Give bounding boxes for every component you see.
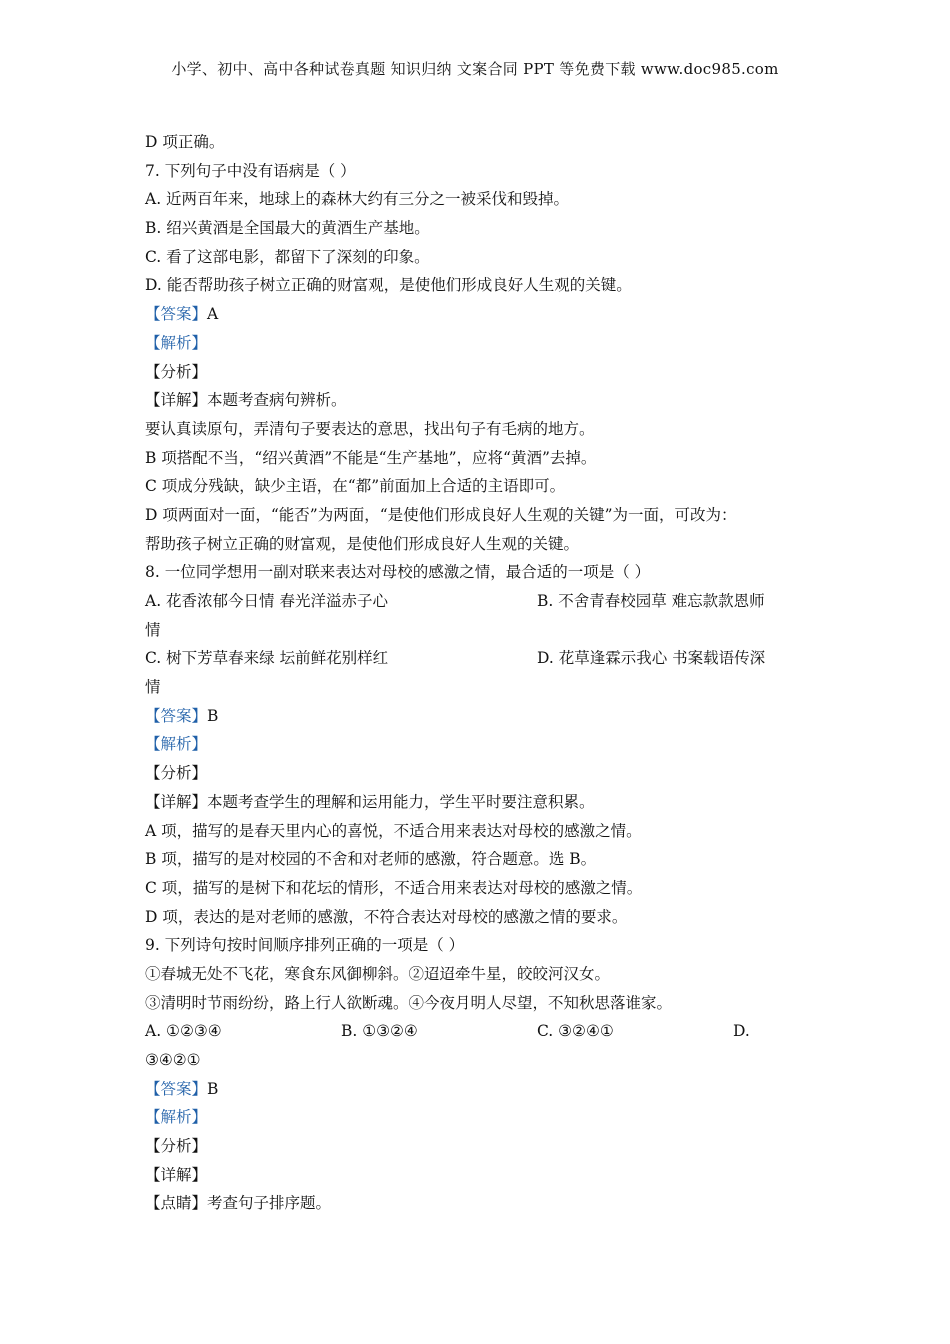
text-line: D 项正确。 <box>145 133 225 151</box>
q9-detail: 【详解】 <box>145 1165 208 1184</box>
q7-option-c: C. 看了这部电影，都留下了深刻的印象。 <box>145 247 430 266</box>
q7-option-a: A. 近两百年来，地球上的森林大约有三分之一被采伐和毁掉。 <box>145 190 570 209</box>
q8-fenxi: 【分析】 <box>145 764 208 783</box>
q8-explain-4: D 项，表达的是对老师的感激，不符合表达对母校的感激之情的要求。 <box>145 907 628 926</box>
q7-detail <box>145 386 810 415</box>
q9-option-d-wrap: ③④②① <box>145 1051 201 1069</box>
q8-option-d: D. 花草逢霖示我心 书案载语传深 <box>537 649 766 668</box>
q9-option-c: C. ③②④① <box>537 1022 614 1041</box>
answer-tag: 【答案】 <box>145 1079 208 1098</box>
question-9: 9. 下列诗句按时间顺序排列正确的一项是（ ） <box>145 936 465 955</box>
q7-explain-4: D 项两面对一面，“能否”为两面，“是使他们形成良好人生观的关键”为一面，可改为： <box>145 505 737 524</box>
q9-analysis-tag: 【解析】 <box>145 1108 208 1127</box>
q9-poem-line-1: ①春城无处不飞花，寒食东风御柳斜。②迢迢牵牛星，皎皎河汉女。 <box>145 964 611 983</box>
q8-analysis-tag: 【解析】 <box>145 735 208 754</box>
q9-option-a: A. ①②③④ <box>145 1022 222 1041</box>
answer-tag: 【答案】 <box>145 305 208 324</box>
q8-option-b-wrap: 情 <box>145 620 161 639</box>
page-header: 小学、初中、高中各种试卷真题 知识归纳 文案合同 PPT 等免费下载 www.doc985.com <box>171 60 779 78</box>
answer-value: A <box>207 305 219 324</box>
q7-option-d: D. 能否帮助孩子树立正确的财富观，是使他们形成良好人生观的关键。 <box>145 276 632 295</box>
q7-explain-3: C 项成分残缺，缺少主语，在“都”前面加上合适的主语即可。 <box>145 477 566 496</box>
answer-value: B <box>207 706 219 725</box>
detail-text: 本题考查病句辨析。 <box>207 391 347 410</box>
q7-answer <box>145 300 810 329</box>
q8-options-row-1 <box>145 587 810 616</box>
detail-text: 本题考查学生的理解和运用能力，学生平时要注意积累。 <box>207 792 595 811</box>
q8-option-d-wrap: 情 <box>145 678 161 697</box>
q7-analysis-tag: 【解析】 <box>145 333 208 352</box>
q9-poem-line-2: ③清明时节雨纷纷，路上行人欲断魂。④今夜月明人尽望，不知秋思落谁家。 <box>145 993 673 1012</box>
q9-answer <box>145 1075 810 1104</box>
q8-explain-3: C 项，描写的是树下和花坛的情形，不适合用来表达对母校的感激之情。 <box>145 878 643 897</box>
q8-option-a: A. 花香浓郁今日情 春光洋溢赤子心 <box>145 592 388 610</box>
q8-options-row-2 <box>145 644 810 673</box>
q7-explain-1: 要认真读原句，弄清句子要表达的意思，找出句子有毛病的地方。 <box>145 419 595 438</box>
detail-tag: 【详解】 <box>145 391 208 410</box>
q8-detail <box>145 788 810 817</box>
q7-explain-2: B 项搭配不当，“绍兴黄酒”不能是“生产基地”，应将“黄酒”去掉。 <box>145 448 597 467</box>
q8-explain-1: A 项，描写的是春天里内心的喜悦，不适合用来表达对母校的感激之情。 <box>145 821 642 840</box>
document-body <box>145 128 810 1218</box>
q7-option-b: B. 绍兴黄酒是全国最大的黄酒生产基地。 <box>145 219 430 238</box>
q8-option-c: C. 树下芳草春来绿 坛前鲜花别样红 <box>145 649 389 668</box>
answer-value: B <box>207 1079 219 1098</box>
q9-dianjing: 【点睛】考查句子排序题。 <box>145 1194 332 1213</box>
q8-answer <box>145 702 810 731</box>
detail-tag: 【详解】 <box>145 792 208 811</box>
q8-option-b: B. 不舍青春校园草 难忘款款恩师 <box>537 592 765 610</box>
q8-explain-2: B 项，描写的是对校园的不舍和对老师的感激，符合题意。选 B。 <box>145 850 597 869</box>
answer-tag: 【答案】 <box>145 706 208 725</box>
q9-options-row <box>145 1017 810 1046</box>
q7-explain-5: 帮助孩子树立正确的财富观，是使他们形成良好人生观的关键。 <box>145 534 580 553</box>
q9-option-d: D. <box>733 1022 750 1041</box>
q9-option-b: B. ①③②④ <box>341 1022 418 1041</box>
q7-fenxi: 【分析】 <box>145 362 208 381</box>
question-8: 8. 一位同学想用一副对联来表达对母校的感激之情，最合适的一项是（ ） <box>145 563 651 582</box>
q9-fenxi: 【分析】 <box>145 1137 208 1156</box>
question-7: 7. 下列句子中没有语病是（ ） <box>145 161 356 180</box>
